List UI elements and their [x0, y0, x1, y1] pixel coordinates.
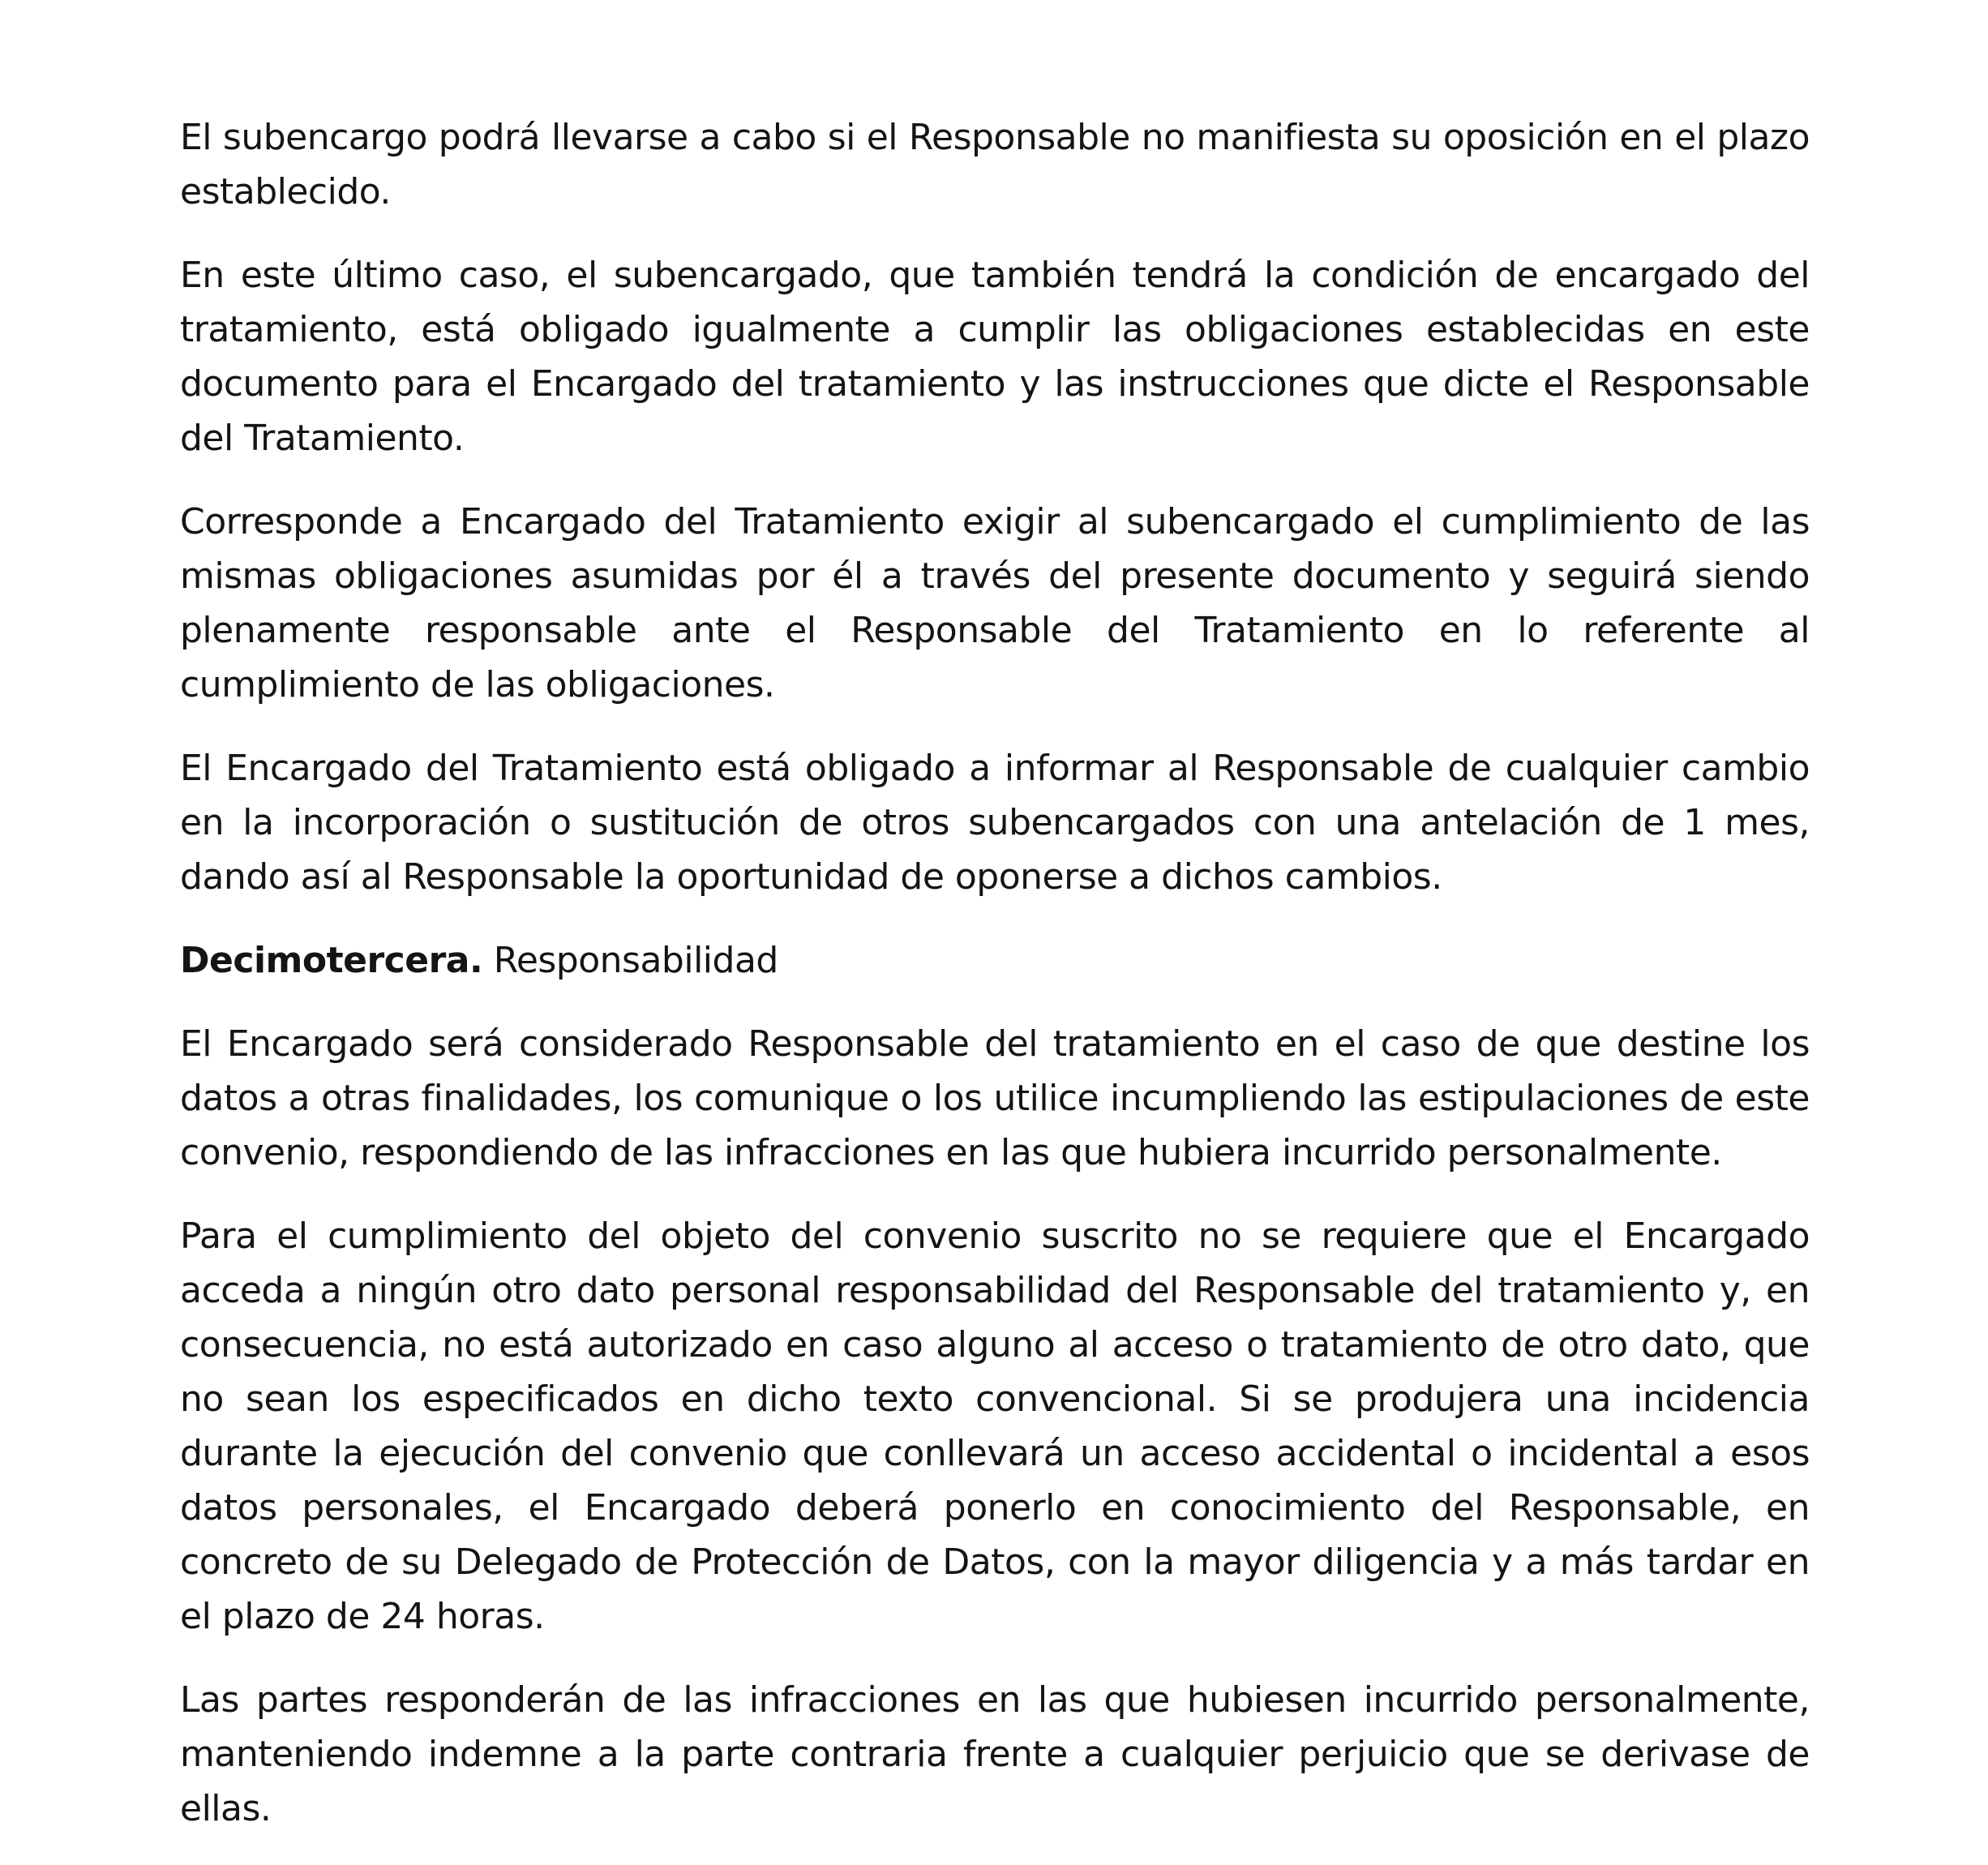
paragraph-subencargado-obligaciones: En este último caso, el subencargado, que también tendrá la condición de encargado del tratamiento, está obligado igualmente a cumplir las obligaciones establecidas en este documento para el Encargado del tratamiento y las instrucciones que dicte el Responsable del Tratamiento.	[180, 255, 1810, 459]
paragraph-informar-cambios: El Encargado del Tratamiento está obligado a informar al Responsable de cualquier cambio en la incorporación o sustitución de otros subencargados con una antelación de 1 mes, dando así al Responsable la oportunidad de oponerse a dichos cambios.	[180, 748, 1810, 898]
paragraph-subencargo-plazo: El subencargo podrá llevarse a cabo si el Responsable no manifiesta su oposición en el plazo establecido.	[180, 117, 1810, 212]
paragraph-acceso-datos: Para el cumplimiento del objeto del convenio suscrito no se requiere que el Encargado acceda a ningún otro dato personal responsabilidad del Responsable del tratamiento y, en consecuencia, no está autorizado en caso alguno al acceso o tratamiento de otro dato, que no sean los especificados en dicho texto convencional. Si se produjera una incidencia durante la ejecución del convenio que conllevará un acceso accidental o incidental a esos datos personales, el Encargado deberá ponerlo en conocimiento del Responsable, en concreto de su Delegado de Protección de Datos, con la mayor diligencia y a más tardar en el plazo de 24 horas.	[180, 1215, 1810, 1637]
document-page	[180, 110, 1810, 1865]
section-heading-label: Decimotercera.	[180, 940, 483, 981]
paragraph-partes-responderan: Las partes responderán de las infracciones en las que hubiesen incurrido personalmente, manteniendo indemne a la parte contraria frente a cualquier perjuicio que se derivase de ellas.	[180, 1679, 1810, 1829]
section-heading	[180, 933, 1810, 988]
paragraph-exigir-cumplimiento: Corresponde a Encargado del Tratamiento exigir al subencargado el cumplimiento de las mismas obligaciones asumidas por él a través del presente documento y seguirá siendo plenamente responsable ante el Responsable del Tratamiento en lo referente al cumplimiento de las obligaciones.	[180, 501, 1810, 705]
paragraph-encargado-responsable: El Encargado será considerado Responsable del tratamiento en el caso de que destine los datos a otras finalidades, los comunique o los utilice incumpliendo las estipulaciones de este convenio, respondiendo de las infracciones en las que hubiera incurrido personalmente.	[180, 1023, 1810, 1173]
section-heading-title: Responsabilidad	[493, 940, 778, 981]
